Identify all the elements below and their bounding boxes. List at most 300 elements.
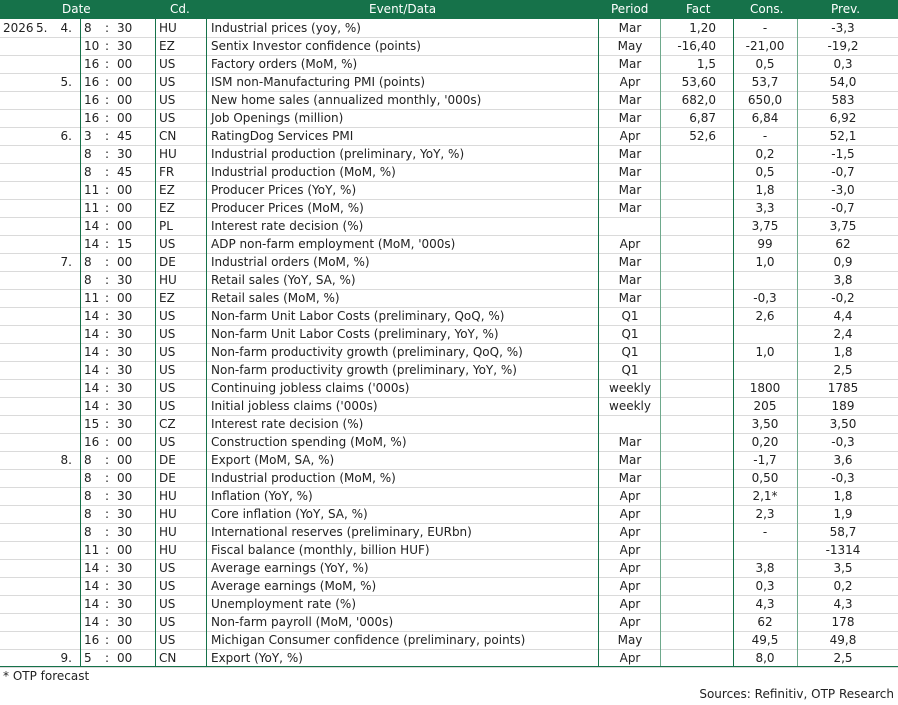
- country-code-cell: US: [159, 111, 176, 125]
- event-name-cell: Michigan Consumer confidence (preliminary, points): [211, 633, 526, 647]
- time-hour-cell: 14: [84, 219, 100, 233]
- date-day-cell: 9.: [60, 651, 72, 665]
- country-code-cell: EZ: [159, 39, 175, 53]
- period-cell: Apr: [619, 561, 641, 575]
- period-cell: Apr: [619, 525, 641, 539]
- event-name-cell: Factory orders (MoM, %): [211, 57, 358, 71]
- time-minute-cell: 30: [117, 147, 133, 161]
- time-hour-cell: 14: [84, 381, 100, 395]
- country-code-cell: DE: [159, 453, 176, 467]
- previous-value-cell: 52,1: [829, 129, 857, 143]
- time-separator: :: [104, 363, 110, 377]
- table-row: [0, 631, 898, 650]
- time-separator: :: [104, 201, 110, 215]
- time-hour-cell: 3: [84, 129, 92, 143]
- consensus-value-cell: 1800: [749, 381, 781, 395]
- time-minute-cell: 30: [117, 39, 133, 53]
- event-name-cell: Interest rate decision (%): [211, 417, 364, 431]
- time-separator: :: [104, 75, 110, 89]
- time-separator: :: [104, 183, 110, 197]
- time-hour-cell: 8: [84, 453, 92, 467]
- period-cell: Apr: [619, 75, 641, 89]
- period-cell: Q1: [621, 345, 639, 359]
- time-separator: :: [104, 147, 110, 161]
- time-hour-cell: 14: [84, 345, 100, 359]
- event-name-cell: New home sales (annualized monthly, '000s): [211, 93, 482, 107]
- time-minute-cell: 30: [117, 507, 133, 521]
- time-hour-cell: 8: [84, 525, 92, 539]
- period-cell: Mar: [618, 291, 642, 305]
- event-name-cell: Producer Prices (YoY, %): [211, 183, 357, 197]
- period-cell: Mar: [618, 57, 642, 71]
- previous-value-cell: 2,4: [833, 327, 853, 341]
- time-minute-cell: 30: [117, 21, 133, 35]
- fact-value-cell: 682,0: [681, 93, 716, 107]
- consensus-value-cell: -: [762, 21, 768, 35]
- column-divider: [598, 19, 599, 667]
- table-row: [0, 577, 898, 596]
- event-name-cell: Construction spending (MoM, %): [211, 435, 407, 449]
- event-name-cell: Fiscal balance (monthly, billion HUF): [211, 543, 430, 557]
- consensus-value-cell: 3,75: [751, 219, 779, 233]
- previous-value-cell: 3,6: [833, 453, 853, 467]
- previous-value-cell: 54,0: [829, 75, 857, 89]
- consensus-value-cell: 650,0: [747, 93, 783, 107]
- time-minute-cell: 00: [117, 111, 133, 125]
- consensus-value-cell: 2,6: [755, 309, 775, 323]
- table-row: [0, 271, 898, 290]
- period-cell: Q1: [621, 363, 639, 377]
- event-name-cell: ISM non-Manufacturing PMI (points): [211, 75, 426, 89]
- country-code-cell: US: [159, 435, 176, 449]
- country-code-cell: US: [159, 381, 176, 395]
- time-minute-cell: 30: [117, 561, 133, 575]
- period-cell: Mar: [618, 435, 642, 449]
- time-minute-cell: 00: [117, 543, 133, 557]
- time-minute-cell: 00: [117, 183, 133, 197]
- previous-value-cell: -0,3: [831, 471, 855, 485]
- previous-value-cell: 1785: [827, 381, 859, 395]
- time-minute-cell: 30: [117, 345, 133, 359]
- consensus-value-cell: 0,5: [755, 57, 775, 71]
- period-cell: Mar: [618, 255, 642, 269]
- previous-value-cell: 3,50: [829, 417, 857, 431]
- table-row: [0, 379, 898, 398]
- table-row: [0, 433, 898, 452]
- time-hour-cell: 8: [84, 489, 92, 503]
- table-row: [0, 505, 898, 524]
- consensus-value-cell: -0,3: [753, 291, 777, 305]
- time-separator: :: [104, 525, 110, 539]
- event-name-cell: Core inflation (YoY, SA, %): [211, 507, 368, 521]
- table-row: [0, 361, 898, 380]
- time-minute-cell: 30: [117, 327, 133, 341]
- previous-value-cell: 49,8: [829, 633, 857, 647]
- event-name-cell: Industrial production (preliminary, YoY, %): [211, 147, 465, 161]
- table-row: [0, 253, 898, 272]
- previous-value-cell: -3,0: [831, 183, 855, 197]
- time-hour-cell: 16: [84, 93, 100, 107]
- consensus-value-cell: 0,50: [751, 471, 779, 485]
- event-name-cell: International reserves (preliminary, EURbn): [211, 525, 472, 539]
- time-minute-cell: 00: [117, 291, 133, 305]
- time-hour-cell: 16: [84, 435, 100, 449]
- country-code-cell: US: [159, 345, 176, 359]
- time-hour-cell: 8: [84, 471, 92, 485]
- event-name-cell: Industrial prices (yoy, %): [211, 21, 361, 35]
- time-hour-cell: 16: [84, 111, 100, 125]
- time-minute-cell: 30: [117, 579, 133, 593]
- event-name-cell: Continuing jobless claims ('000s): [211, 381, 410, 395]
- fact-value-cell: 53,60: [681, 75, 716, 89]
- time-minute-cell: 30: [117, 615, 133, 629]
- country-code-cell: US: [159, 75, 176, 89]
- table-row: [0, 595, 898, 614]
- time-minute-cell: 00: [117, 201, 133, 215]
- table-row: [0, 109, 898, 128]
- time-hour-cell: 14: [84, 597, 100, 611]
- table-row: [0, 163, 898, 182]
- table-row: [0, 289, 898, 308]
- time-hour-cell: 14: [84, 615, 100, 629]
- time-hour-cell: 14: [84, 327, 100, 341]
- event-name-cell: Export (MoM, SA, %): [211, 453, 335, 467]
- event-name-cell: Producer Prices (MoM, %): [211, 201, 364, 215]
- consensus-value-cell: 2,1*: [752, 489, 778, 503]
- event-name-cell: Export (YoY, %): [211, 651, 303, 665]
- date-day-cell: 6.: [60, 129, 72, 143]
- time-hour-cell: 14: [84, 579, 100, 593]
- header-prev: Prev.: [831, 2, 861, 16]
- period-cell: Q1: [621, 327, 639, 341]
- column-divider: [206, 19, 207, 667]
- table-row: [0, 613, 898, 632]
- time-minute-cell: 30: [117, 417, 133, 431]
- consensus-value-cell: 3,8: [755, 561, 775, 575]
- time-separator: :: [104, 21, 110, 35]
- period-cell: Mar: [618, 165, 642, 179]
- time-separator: :: [104, 237, 110, 251]
- time-minute-cell: 30: [117, 489, 133, 503]
- date-day-cell: 7.: [60, 255, 72, 269]
- country-code-cell: EZ: [159, 183, 175, 197]
- header-period: Period: [611, 2, 649, 16]
- time-separator: :: [104, 255, 110, 269]
- event-name-cell: Sentix Investor confidence (points): [211, 39, 421, 53]
- event-name-cell: Average earnings (MoM, %): [211, 579, 377, 593]
- time-hour-cell: 14: [84, 309, 100, 323]
- event-name-cell: Non-farm productivity growth (preliminary, YoY, %): [211, 363, 517, 377]
- table-header: [0, 0, 898, 19]
- table-row: [0, 397, 898, 416]
- consensus-value-cell: 0,5: [755, 165, 775, 179]
- time-minute-cell: 00: [117, 219, 133, 233]
- time-minute-cell: 00: [117, 93, 133, 107]
- table-row: [0, 199, 898, 218]
- previous-value-cell: 189: [831, 399, 855, 413]
- header-date: Date: [62, 2, 91, 16]
- previous-value-cell: -0,3: [831, 435, 855, 449]
- time-hour-cell: 8: [84, 273, 92, 287]
- header-cd: Cd.: [170, 2, 190, 16]
- country-code-cell: US: [159, 579, 176, 593]
- column-divider: [797, 19, 798, 667]
- date-day-cell: 8.: [60, 453, 72, 467]
- fact-value-cell: 1,5: [696, 57, 716, 71]
- time-minute-cell: 30: [117, 525, 133, 539]
- consensus-value-cell: 4,3: [755, 597, 775, 611]
- header-event: Event/Data: [369, 2, 437, 16]
- consensus-value-cell: 49,5: [751, 633, 779, 647]
- event-name-cell: Retail sales (YoY, SA, %): [211, 273, 356, 287]
- period-cell: Apr: [619, 237, 641, 251]
- time-minute-cell: 45: [117, 129, 133, 143]
- previous-value-cell: 583: [831, 93, 855, 107]
- country-code-cell: DE: [159, 255, 176, 269]
- time-hour-cell: 15: [84, 417, 100, 431]
- country-code-cell: CN: [159, 129, 177, 143]
- table-row: [0, 91, 898, 110]
- table-row: [0, 55, 898, 74]
- time-hour-cell: 8: [84, 147, 92, 161]
- column-divider: [155, 19, 156, 667]
- country-code-cell: DE: [159, 471, 176, 485]
- country-code-cell: US: [159, 363, 176, 377]
- previous-value-cell: 3,5: [833, 561, 853, 575]
- column-divider: [660, 19, 661, 667]
- table-row: [0, 559, 898, 578]
- table-row: [0, 19, 898, 38]
- period-cell: May: [617, 633, 643, 647]
- date-day-cell: 4.: [60, 21, 72, 35]
- country-code-cell: HU: [159, 147, 177, 161]
- consensus-value-cell: 1,0: [755, 345, 775, 359]
- time-hour-cell: 14: [84, 561, 100, 575]
- time-separator: :: [104, 543, 110, 557]
- period-cell: Apr: [619, 597, 641, 611]
- table-row: [0, 307, 898, 326]
- country-code-cell: US: [159, 309, 176, 323]
- country-code-cell: US: [159, 597, 176, 611]
- table-row: [0, 37, 898, 56]
- time-separator: :: [104, 291, 110, 305]
- time-minute-cell: 00: [117, 471, 133, 485]
- country-code-cell: FR: [159, 165, 175, 179]
- previous-value-cell: 2,5: [833, 651, 853, 665]
- period-cell: Mar: [618, 93, 642, 107]
- table-row: [0, 415, 898, 434]
- table-row: [0, 451, 898, 470]
- table-row: [0, 523, 898, 542]
- time-separator: :: [104, 39, 110, 53]
- time-hour-cell: 8: [84, 507, 92, 521]
- time-hour-cell: 8: [84, 21, 92, 35]
- consensus-value-cell: 0,20: [751, 435, 779, 449]
- event-name-cell: RatingDog Services PMI: [211, 129, 354, 143]
- previous-value-cell: 2,5: [833, 363, 853, 377]
- country-code-cell: US: [159, 237, 176, 251]
- period-cell: weekly: [609, 381, 651, 395]
- consensus-value-cell: 3,3: [755, 201, 775, 215]
- time-separator: :: [104, 93, 110, 107]
- period-cell: Q1: [621, 309, 639, 323]
- time-minute-cell: 15: [117, 237, 133, 251]
- header-fact: Fact: [686, 2, 711, 16]
- table-row: [0, 181, 898, 200]
- period-cell: Apr: [619, 543, 641, 557]
- event-name-cell: Industrial orders (MoM, %): [211, 255, 370, 269]
- time-minute-cell: 00: [117, 453, 133, 467]
- consensus-value-cell: 1,8: [755, 183, 775, 197]
- country-code-cell: US: [159, 561, 176, 575]
- time-hour-cell: 11: [84, 543, 100, 557]
- country-code-cell: US: [159, 327, 176, 341]
- previous-value-cell: 3,8: [833, 273, 853, 287]
- event-name-cell: Non-farm productivity growth (preliminary, QoQ, %): [211, 345, 523, 359]
- event-name-cell: Industrial production (MoM, %): [211, 165, 396, 179]
- time-separator: :: [104, 471, 110, 485]
- table-row: [0, 343, 898, 362]
- time-separator: :: [104, 579, 110, 593]
- previous-value-cell: -3,3: [831, 21, 855, 35]
- country-code-cell: US: [159, 93, 176, 107]
- time-minute-cell: 30: [117, 597, 133, 611]
- previous-value-cell: 0,9: [833, 255, 853, 269]
- country-code-cell: HU: [159, 507, 177, 521]
- column-divider: [80, 19, 81, 667]
- time-hour-cell: 14: [84, 399, 100, 413]
- fact-value-cell: -16,40: [677, 39, 716, 53]
- consensus-value-cell: 1,0: [755, 255, 775, 269]
- country-code-cell: US: [159, 399, 176, 413]
- time-separator: :: [104, 165, 110, 179]
- time-separator: :: [104, 507, 110, 521]
- sources-note: Sources: Refinitiv, OTP Research: [699, 687, 894, 701]
- time-separator: :: [104, 651, 110, 665]
- previous-value-cell: -0,7: [831, 165, 855, 179]
- period-cell: Apr: [619, 489, 641, 503]
- time-minute-cell: 30: [117, 381, 133, 395]
- time-hour-cell: 8: [84, 255, 92, 269]
- period-cell: Apr: [619, 129, 641, 143]
- time-separator: :: [104, 597, 110, 611]
- date-day-cell: 5.: [60, 75, 72, 89]
- event-name-cell: Industrial production (MoM, %): [211, 471, 396, 485]
- event-name-cell: Non-farm payroll (MoM, '000s): [211, 615, 394, 629]
- previous-value-cell: -1,5: [831, 147, 855, 161]
- period-cell: Apr: [619, 615, 641, 629]
- time-hour-cell: 16: [84, 57, 100, 71]
- consensus-value-cell: 8,0: [755, 651, 775, 665]
- event-name-cell: ADP non-farm employment (MoM, '000s): [211, 237, 456, 251]
- time-minute-cell: 30: [117, 273, 133, 287]
- previous-value-cell: 4,4: [833, 309, 853, 323]
- period-cell: weekly: [609, 399, 651, 413]
- event-name-cell: Job Openings (million): [211, 111, 344, 125]
- country-code-cell: CZ: [159, 417, 176, 431]
- consensus-value-cell: 53,7: [751, 75, 779, 89]
- fact-value-cell: 6,87: [689, 111, 716, 125]
- event-name-cell: Retail sales (MoM, %): [211, 291, 340, 305]
- consensus-value-cell: 99: [757, 237, 773, 251]
- consensus-value-cell: -: [762, 525, 768, 539]
- consensus-value-cell: 0,3: [755, 579, 775, 593]
- consensus-value-cell: 0,2: [755, 147, 775, 161]
- time-minute-cell: 00: [117, 651, 133, 665]
- time-separator: :: [104, 399, 110, 413]
- time-hour-cell: 5: [84, 651, 92, 665]
- date-month-cell: 5.: [36, 21, 48, 35]
- time-separator: :: [104, 615, 110, 629]
- previous-value-cell: -1314: [825, 543, 861, 557]
- period-cell: Apr: [619, 651, 641, 665]
- previous-value-cell: 6,92: [829, 111, 857, 125]
- time-hour-cell: 11: [84, 183, 100, 197]
- country-code-cell: EZ: [159, 201, 175, 215]
- country-code-cell: US: [159, 57, 176, 71]
- period-cell: Mar: [618, 471, 642, 485]
- consensus-value-cell: 2,3: [755, 507, 775, 521]
- country-code-cell: HU: [159, 21, 177, 35]
- time-minute-cell: 30: [117, 363, 133, 377]
- previous-value-cell: 3,75: [829, 219, 857, 233]
- country-code-cell: US: [159, 633, 176, 647]
- previous-value-cell: 0,2: [833, 579, 853, 593]
- time-separator: :: [104, 219, 110, 233]
- event-name-cell: Unemployment rate (%): [211, 597, 357, 611]
- consensus-value-cell: -: [762, 129, 768, 143]
- table-row: [0, 145, 898, 164]
- period-cell: Mar: [618, 21, 642, 35]
- previous-value-cell: -0,2: [831, 291, 855, 305]
- time-hour-cell: 10: [84, 39, 100, 53]
- table-row: [0, 235, 898, 254]
- column-divider: [733, 19, 734, 667]
- time-separator: :: [104, 345, 110, 359]
- time-minute-cell: 30: [117, 399, 133, 413]
- country-code-cell: EZ: [159, 291, 175, 305]
- country-code-cell: CN: [159, 651, 177, 665]
- event-name-cell: Non-farm Unit Labor Costs (preliminary, QoQ, %): [211, 309, 505, 323]
- time-minute-cell: 00: [117, 57, 133, 71]
- previous-value-cell: -19,2: [827, 39, 859, 53]
- time-hour-cell: 14: [84, 363, 100, 377]
- period-cell: Mar: [618, 183, 642, 197]
- time-separator: :: [104, 273, 110, 287]
- consensus-value-cell: 205: [753, 399, 777, 413]
- table-row: [0, 217, 898, 236]
- time-hour-cell: 8: [84, 165, 92, 179]
- time-minute-cell: 30: [117, 309, 133, 323]
- previous-value-cell: 178: [831, 615, 855, 629]
- time-minute-cell: 00: [117, 435, 133, 449]
- previous-value-cell: 1,8: [833, 345, 853, 359]
- time-separator: :: [104, 309, 110, 323]
- previous-value-cell: 0,3: [833, 57, 853, 71]
- time-separator: :: [104, 417, 110, 431]
- event-name-cell: Initial jobless claims ('000s): [211, 399, 378, 413]
- fact-value-cell: 52,6: [689, 129, 716, 143]
- time-separator: :: [104, 561, 110, 575]
- time-separator: :: [104, 129, 110, 143]
- period-cell: May: [617, 39, 643, 53]
- time-minute-cell: 00: [117, 633, 133, 647]
- event-name-cell: Average earnings (YoY, %): [211, 561, 369, 575]
- period-cell: Mar: [618, 273, 642, 287]
- consensus-value-cell: 3,50: [751, 417, 779, 431]
- time-hour-cell: 16: [84, 633, 100, 647]
- time-minute-cell: 45: [117, 165, 133, 179]
